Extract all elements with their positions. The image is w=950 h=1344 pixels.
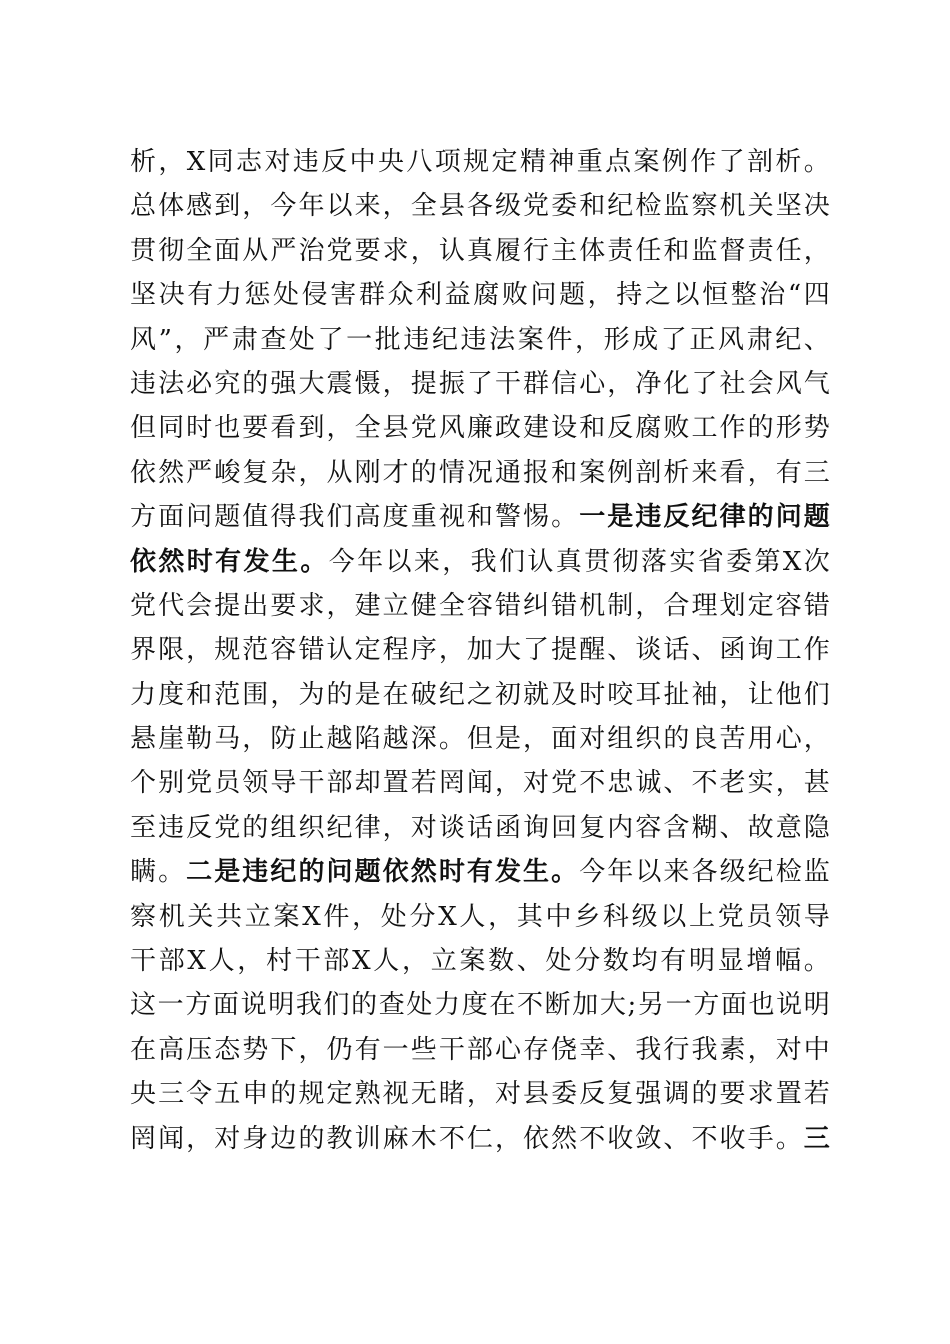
text-run: 但同时也要看到，全县党风廉政建设和反腐败工作的形势 — [130, 413, 830, 444]
text-line — [130, 1028, 830, 1072]
text-line — [130, 761, 830, 805]
text-run: 风”，严肃查处了一批违纪违法案件，形成了正风肃纪、 — [130, 324, 830, 355]
bold-heading-run: 二是违纪的问题依然时有发生。 — [186, 857, 580, 888]
text-line — [130, 273, 830, 317]
text-run: 至违反党的组织纪律，对谈话函询回复内容含糊、故意隐 — [130, 812, 830, 843]
text-run: 今年以来，我们认真贯彻落实省委第X次 — [328, 546, 830, 577]
text-line — [130, 850, 830, 894]
text-run: 这一方面说明我们的查处力度在不断加大;另一方面也说明 — [130, 990, 830, 1021]
text-run: 瞒。 — [130, 857, 187, 888]
text-line — [130, 628, 830, 672]
text-run: 违法必究的强大震慑，提振了干群信心，净化了社会风气 — [130, 368, 830, 399]
text-line — [130, 318, 830, 362]
text-line — [130, 184, 830, 228]
text-run: 总体感到，今年以来，全县各级党委和纪检监察机关坚决 — [130, 191, 830, 222]
text-line — [130, 895, 830, 939]
text-run: 依然严峻复杂，从刚才的情况通报和案例剖析来看，有三 — [130, 457, 830, 488]
text-run: 在高压态势下，仍有一些干部心存侥幸、我行我素，对中 — [130, 1034, 830, 1065]
text-run: 今年以来各级纪检监 — [579, 857, 830, 888]
text-line — [130, 140, 830, 184]
text-line — [130, 673, 830, 717]
body-text — [130, 140, 830, 1161]
text-line — [130, 362, 830, 406]
text-run: 贯彻全面从严治党要求，认真履行主体责任和监督责任， — [130, 235, 830, 266]
text-run: 察机关共立案X件，处分X人，其中乡科级以上党员领导 — [130, 901, 830, 932]
text-run: 界限，规范容错认定程序，加大了提醒、谈话、函询工作 — [130, 635, 830, 666]
text-line — [130, 229, 830, 273]
text-run: 悬崖勒马，防止越陷越深。但是，面对组织的良苦用心， — [130, 724, 830, 755]
text-line — [130, 540, 830, 584]
bold-heading-run: 一是违反纪律的问题 — [579, 502, 830, 533]
text-run: 力度和范围，为的是在破纪之初就及时咬耳扯袖，让他们 — [130, 679, 830, 710]
text-line — [130, 983, 830, 1027]
text-line — [130, 1072, 830, 1116]
text-run: 方面问题值得我们高度重视和警惕。 — [130, 502, 580, 533]
text-run: 坚决有力惩处侵害群众利益腐败问题，持之以恒整治“四 — [130, 280, 830, 311]
text-line — [130, 806, 830, 850]
text-run: 析，X同志对违反中央八项规定精神重点案例作了剖析。 — [130, 147, 830, 177]
text-line — [130, 717, 830, 761]
text-line — [130, 1117, 830, 1161]
text-run: 党代会提出要求，建立健全容错纠错机制，合理划定容错 — [130, 590, 830, 621]
bold-heading-run: 三 — [803, 1123, 830, 1154]
text-run: 个别党员领导干部却置若罔闻，对党不忠诚、不老实，甚 — [130, 768, 830, 799]
text-run: 罔闻，对身边的教训麻木不仁，依然不收敛、不收手。 — [130, 1123, 804, 1154]
text-line — [130, 406, 830, 450]
bold-heading-run: 依然时有发生。 — [130, 546, 329, 577]
text-run: 干部X人，村干部X人，立案数、处分数均有明显增幅。 — [130, 946, 830, 977]
text-run: 央三令五申的规定熟视无睹，对县委反复强调的要求置若 — [130, 1079, 830, 1110]
text-line — [130, 939, 830, 983]
text-line — [130, 495, 830, 539]
text-line — [130, 584, 830, 628]
text-line — [130, 451, 830, 495]
